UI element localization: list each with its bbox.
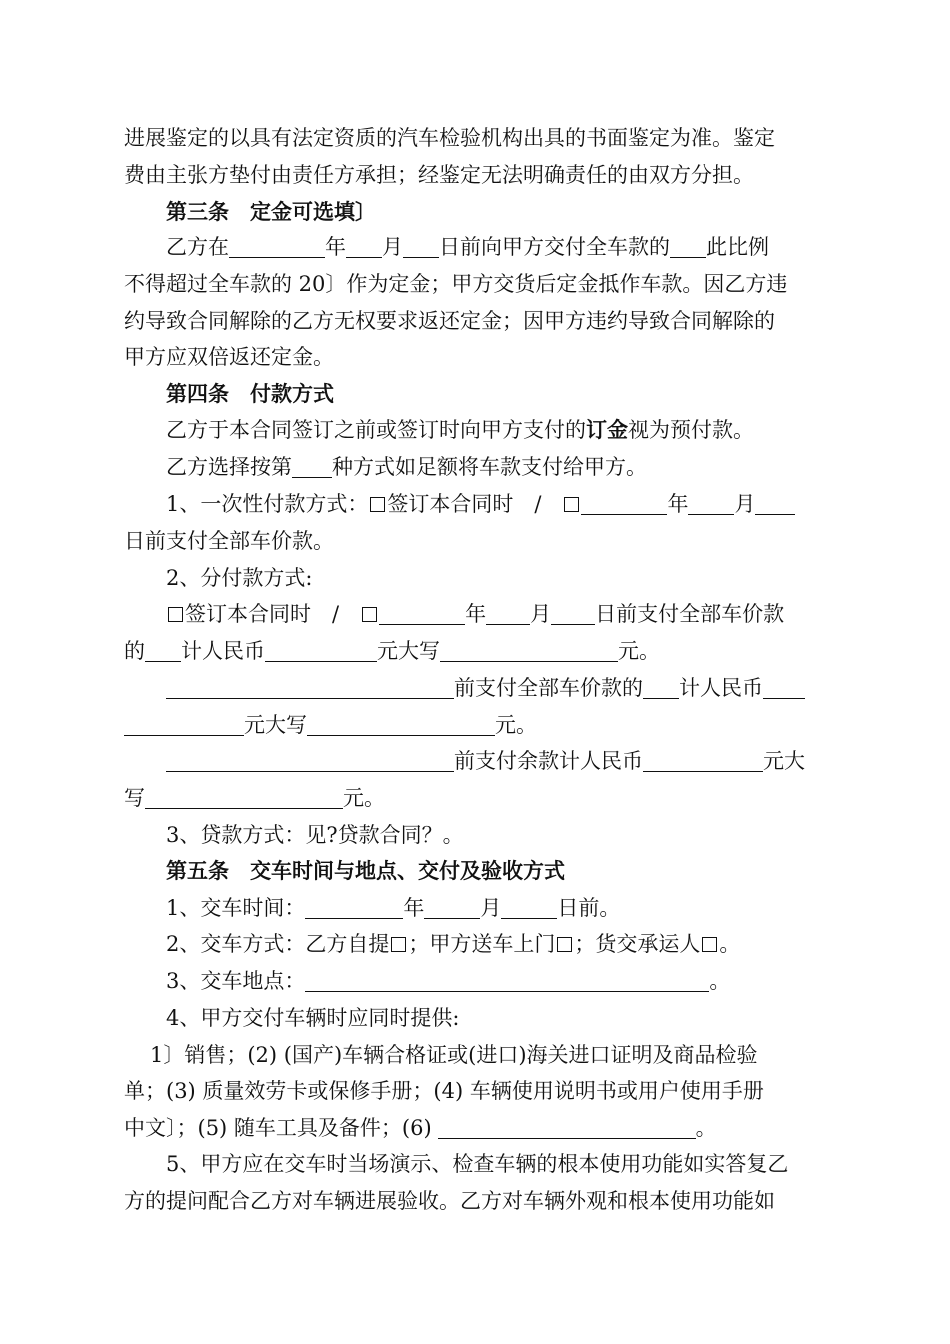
blank-field[interactable] — [379, 602, 465, 625]
blank-field[interactable] — [670, 235, 706, 258]
paragraph-line: 日前支付全部车价款。 — [124, 529, 334, 553]
paragraph-line: 写 元。 — [124, 786, 385, 810]
paragraph-line: 乙方选择按第 种方式如足额将车款支付给甲方。 — [166, 455, 647, 479]
paragraph-line: 的 计人民币 元大写 元。 — [124, 639, 660, 663]
paragraph-line: 中文〕；(5) 随车工具及备件；(6) 。 — [124, 1116, 717, 1140]
blank-field[interactable] — [643, 676, 679, 699]
paragraph-line: 签订本合同时 / 年 月 日前支付全部车价款 — [166, 599, 784, 629]
paragraph-line: 进展鉴定的以具有法定资质的汽车检验机构出具的书面鉴定为准。鉴定 — [124, 126, 775, 150]
blank-field[interactable] — [501, 896, 557, 919]
blank-field[interactable] — [424, 896, 480, 919]
checkbox[interactable] — [168, 607, 183, 622]
paragraph-line: 2、分付款方式: — [166, 566, 313, 590]
blank-field[interactable] — [440, 639, 618, 662]
blank-field[interactable] — [229, 235, 325, 258]
blank-field[interactable] — [166, 749, 454, 772]
paragraph-line: 元大写 元。 — [124, 710, 537, 740]
blank-field[interactable] — [145, 639, 181, 662]
blank-field[interactable] — [643, 749, 763, 772]
checkbox[interactable] — [702, 937, 717, 952]
paragraph-line: 不得超过全车款的 20〕作为定金；甲方交货后定金抵作车款。因乙方违 — [124, 272, 788, 296]
paragraph-line: 2、交车方式：乙方自提 ；甲方送车上门 ；货交承运人 。 — [166, 932, 741, 956]
blank-field[interactable] — [438, 1116, 696, 1139]
paragraph-line: 方的提问配合乙方对车辆进展验收。乙方对车辆外观和根本使用功能如 — [124, 1189, 775, 1213]
blank-field[interactable] — [763, 676, 805, 699]
blank-field[interactable] — [581, 492, 667, 515]
paragraph-line: 约导致合同解除的乙方无权要求返还定金；因甲方违约导致合同解除的 — [124, 309, 775, 333]
paragraph-line: 前支付余款计人民币 元大 — [166, 746, 805, 776]
blank-field[interactable] — [346, 235, 382, 258]
blank-field[interactable] — [688, 492, 734, 515]
blank-field[interactable] — [305, 896, 403, 919]
paragraph-line: 乙方在 年 月 日前向甲方交付全车款的 此比例 — [166, 235, 769, 259]
blank-field[interactable] — [124, 713, 244, 736]
paragraph-line: 前支付全部车价款的 计人民币 — [166, 673, 805, 703]
blank-field[interactable] — [403, 235, 439, 258]
blank-field[interactable] — [307, 713, 495, 736]
article-5-title: 第五条 交车时间与地点、交付及验收方式 — [166, 858, 565, 883]
blank-field[interactable] — [166, 676, 454, 699]
paragraph-line: 5、甲方应在交车时当场演示、检查车辆的根本使用功能如实答复乙 — [166, 1152, 789, 1176]
paragraph-line: 单；(3) 质量效劳卡或保修手册；(4) 车辆使用说明书或用户使用手册 — [124, 1079, 764, 1103]
checkbox[interactable] — [564, 497, 579, 512]
paragraph-line: 乙方于本合同签订之前或签订时向甲方支付的订金视为预付款。 — [166, 417, 754, 442]
article-4-title: 第四条 付款方式 — [166, 381, 334, 406]
paragraph-line: 费由主张方垫付由责任方承担；经鉴定无法明确责任的由双方分担。 — [124, 163, 754, 187]
blank-field[interactable] — [305, 969, 709, 992]
blank-field[interactable] — [486, 602, 530, 625]
paragraph-line: 3、贷款方式：见?贷款合同？。 — [166, 823, 464, 847]
paragraph-line: 1、交车时间： 年 月 日前。 — [166, 896, 621, 920]
blank-field[interactable] — [292, 455, 332, 478]
checkbox[interactable] — [557, 937, 572, 952]
paragraph-line: 1、一次性付款方式： 签订本合同时 / 年 月 — [166, 489, 795, 519]
checkbox[interactable] — [362, 607, 377, 622]
paragraph-line: 3、交车地点： 。 — [166, 969, 731, 993]
paragraph-line: 1〕销售；(2) (国产)车辆合格证或(进口)海关进口证明及商品检验 — [150, 1043, 758, 1067]
paragraph-line: 4、甲方交付车辆时应同时提供: — [166, 1006, 460, 1030]
blank-field[interactable] — [265, 639, 377, 662]
paragraph-line: 甲方应双倍返还定金。 — [124, 345, 334, 369]
checkbox[interactable] — [391, 937, 406, 952]
blank-field[interactable] — [551, 602, 595, 625]
article-3-title: 第三条 定金可选填〕 — [166, 199, 376, 224]
blank-field[interactable] — [755, 492, 795, 515]
checkbox[interactable] — [370, 497, 385, 512]
blank-field[interactable] — [145, 786, 343, 809]
